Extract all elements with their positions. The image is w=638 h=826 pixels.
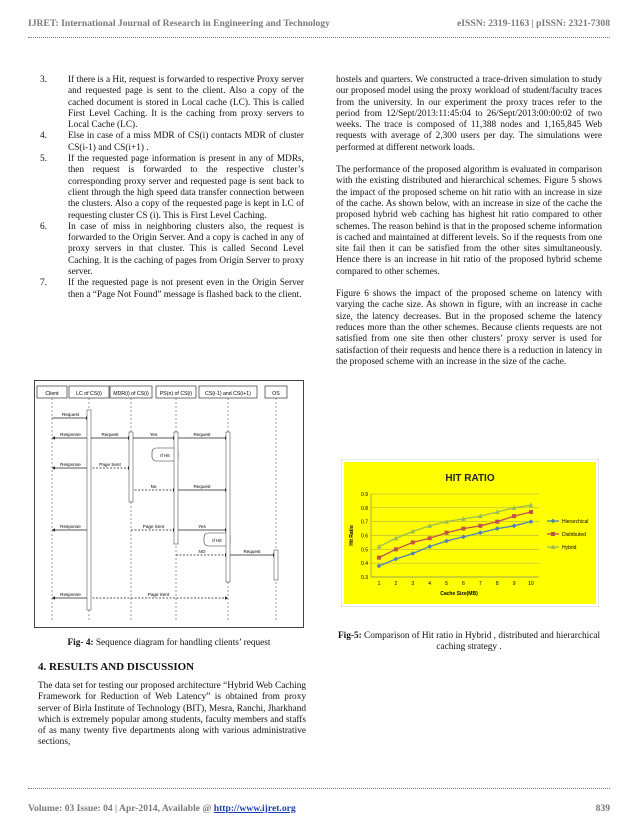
body-paragraph: The performance of the proposed algorithm is evaluated in comparison with the existing distributed and hierarchical schemes. Figure 5 shows the impact of the proposed scheme on hit ratio with an increase in size of the cache. As shown below, with an increase in size of the cache the proposed hybrid web caching has highest hit ratio compared to other schemes. The reason behind is that in the proposed scheme information is cached and maintained at different levels. So if the requests from one site fail then it can be satisfied from the other sites simultaneously. Hence there is an increase in hit ratio of the proposed hybrid scheme compared to other schemes. bbox=[336, 165, 602, 277]
list-number: 3. bbox=[40, 75, 47, 85]
message-label: Page Sent bbox=[99, 462, 121, 467]
data-point bbox=[495, 520, 499, 524]
lane-label: PS(n) of CS(i) bbox=[159, 391, 193, 397]
hit-ratio-chart bbox=[341, 459, 599, 607]
section-paragraph bbox=[38, 681, 306, 760]
data-point bbox=[512, 514, 516, 518]
lane-label: OS bbox=[272, 391, 280, 397]
lane-label: CS(i-1) and CS(i+1) bbox=[205, 391, 251, 397]
list-text: If the requested page information is present in any of MDRs, then request is forwarded to the respective cluster’s corresponding proxy server and requested page is sent back to client through the high speed data transfer connection between the clusters. Also a copy of the requested page is kept in LC of requesting cluster CS (i). This is First Level Caching. bbox=[68, 154, 304, 221]
x-tick-label: 1 bbox=[377, 581, 381, 587]
journal-name: IJRET: International Journal of Research in Engineering and Technology bbox=[28, 18, 330, 29]
fig4-caption bbox=[34, 638, 304, 649]
message-label: Response bbox=[60, 592, 81, 597]
list-number: 6. bbox=[40, 221, 47, 232]
decision-label: If Hit bbox=[160, 453, 170, 458]
list-number: 5. bbox=[40, 154, 47, 165]
steps-list bbox=[40, 75, 304, 301]
y-tick-label: 0.5 bbox=[361, 547, 368, 554]
fig4-caption-text: Sequence diagram for handling clients’ request bbox=[93, 638, 271, 648]
message-label: Request bbox=[193, 432, 211, 437]
message-label: Page Sent bbox=[147, 592, 170, 597]
data-point bbox=[461, 527, 465, 531]
lane-label: MDR(i) of CS(i) bbox=[113, 391, 149, 397]
journal-link[interactable]: http://www.ijret.org bbox=[213, 803, 296, 814]
list-item bbox=[40, 222, 304, 278]
message-label: Yes bbox=[198, 524, 206, 529]
y-tick-label: 0.9 bbox=[361, 492, 368, 498]
x-tick-label: 2 bbox=[394, 581, 398, 587]
list-item bbox=[40, 154, 304, 222]
data-point bbox=[394, 547, 398, 551]
x-tick-label: 8 bbox=[495, 581, 499, 587]
list-text: Else in case of a miss MDR of CS(i) contacts MDR of cluster CS(i-1) and CS(i+1) . bbox=[68, 131, 304, 153]
message-label: No bbox=[150, 484, 157, 489]
fig5-caption-text: Comparison of Hit ratio in Hybrid , distributed and hierarchical caching strategy . bbox=[361, 631, 601, 652]
message-label: Request bbox=[193, 484, 211, 489]
body-paragraph: hostels and quarters. We constructed a trace-driven simulation to study our proposed model using the proxy workload of student/faculty traces from the university. In our experiment the proxy traces refer to the period from 12/Sept/2013:11:45:04 to 26/Sept/2013:00:00:02 of two weeks. The trace is composed of 11,388 nodes and 1,165,845 Web requests with average of 2,300 users per day. The simulations were performed at different network loads. bbox=[336, 75, 602, 153]
message-label: Response bbox=[60, 524, 81, 529]
x-tick-label: 9 bbox=[512, 581, 516, 587]
legend-label: Hybrid bbox=[562, 545, 577, 551]
page-header bbox=[28, 18, 610, 29]
diagram-frame bbox=[35, 381, 304, 628]
issn: eISSN: 2319-1163 | pISSN: 2321-7308 bbox=[457, 18, 610, 29]
y-tick-label: 0.8 bbox=[361, 505, 368, 512]
x-tick-label: 6 bbox=[462, 581, 465, 587]
activation-bar bbox=[226, 432, 230, 582]
y-tick-label: 0.7 bbox=[361, 519, 368, 526]
list-text: In case of miss in neighboring clusters also, the request is forwarded to the Origin Server. And a copy is cached in any of proxy servers in that cluster. This is called Second Level Caching. It is the caching of pages from Origin Server to proxy server. bbox=[68, 221, 304, 278]
list-number: 7. bbox=[40, 278, 47, 289]
activation-bar bbox=[87, 410, 91, 610]
x-tick-label: 3 bbox=[411, 581, 415, 587]
y-tick-label: 0.6 bbox=[361, 533, 368, 540]
sequence-diagram bbox=[34, 380, 304, 628]
data-point bbox=[478, 524, 482, 528]
footer-rule bbox=[28, 788, 610, 789]
data-point bbox=[411, 540, 415, 544]
message-label: Response bbox=[60, 462, 81, 467]
fig4-label: Fig- 4: bbox=[67, 638, 94, 648]
message-label: Response bbox=[60, 432, 81, 437]
message-label: Request bbox=[101, 432, 119, 437]
x-tick-label: 7 bbox=[478, 581, 482, 587]
message-label: Yes bbox=[149, 432, 158, 437]
x-tick-label: 10 bbox=[528, 581, 534, 587]
activation-bar bbox=[274, 550, 278, 580]
activation-bar bbox=[129, 432, 133, 502]
page-footer bbox=[28, 803, 610, 814]
message-label: NO bbox=[198, 549, 206, 554]
data-point bbox=[445, 531, 449, 535]
y-axis-label: Hit Ratio bbox=[349, 525, 355, 546]
chart-title: HIT RATIO bbox=[445, 473, 495, 484]
data-point bbox=[428, 536, 432, 540]
footer-volume: Volume: 03 Issue: 04 | Apr-2014, Available @ bbox=[28, 803, 214, 814]
list-number: 4. bbox=[40, 131, 47, 142]
list-text: If the requested page is not present even in the Origin Server then a “Page Not Found” message is flashed back to the client. bbox=[68, 278, 304, 300]
y-tick-label: 0.4 bbox=[361, 561, 368, 568]
fig5-label: Fig-5: bbox=[337, 631, 362, 641]
list-item bbox=[40, 278, 304, 301]
message-label: Request bbox=[61, 412, 80, 417]
decision-label: If Hit bbox=[212, 538, 222, 543]
x-tick-label: 4 bbox=[428, 581, 432, 587]
legend-label: Hierarchical bbox=[562, 519, 589, 525]
message-label: Request bbox=[243, 549, 261, 554]
fig5-caption bbox=[334, 631, 604, 653]
page-number: 839 bbox=[595, 803, 610, 814]
list-item bbox=[40, 131, 304, 154]
lane-label: LC of CS(i) bbox=[76, 391, 102, 397]
section-para: The data set for testing our proposed architecture “Hybrid Web Caching Framework for Reduction of Web Latency” is obtained from proxy server of Birla Institute of Technology (BIT), Mesra, Ranchi, Jharkhand which is extremely popular among students, faculty members and staffs of as many twenty five departments along with various administrative sections, bbox=[38, 681, 306, 748]
section-heading: 4. RESULTS AND DISCUSSION bbox=[38, 661, 195, 673]
right-column bbox=[336, 75, 602, 379]
list-item bbox=[40, 75, 304, 131]
activation-bar bbox=[174, 432, 178, 544]
legend-marker bbox=[551, 532, 555, 536]
legend-label: Distributed bbox=[562, 532, 586, 538]
header-rule bbox=[28, 37, 610, 38]
body-paragraph: Figure 6 shows the impact of the proposed scheme on latency with varying the cache size. As shown in figure, with an increase in cache size, the latency decreases. But in the proposed scheme the latency reduces more than the other schemes. Because clients requests are not satisfied from one site then other clusters’ proxy server is used for satisfaction of their requests and hence there is a reduction in latency in the proposed scheme with an increase in the size of the cache. bbox=[336, 289, 602, 367]
data-point bbox=[529, 510, 533, 514]
y-tick-label: 0.3 bbox=[361, 575, 368, 581]
x-tick-label: 5 bbox=[445, 581, 448, 587]
list-text: If there is a Hit, request is forwarded to respective Proxy server and requested page is sent to the client. Also a copy of the cached document is stored in Local cache (LC). This is called First Level Caching. It is the caching from proxy servers to Local Cache (LC). bbox=[68, 75, 304, 131]
x-axis-label: Cache Size(MB) bbox=[440, 591, 478, 597]
message-label: Page Sent bbox=[142, 524, 165, 529]
lane-label: Client bbox=[45, 391, 59, 397]
data-point bbox=[377, 556, 381, 560]
